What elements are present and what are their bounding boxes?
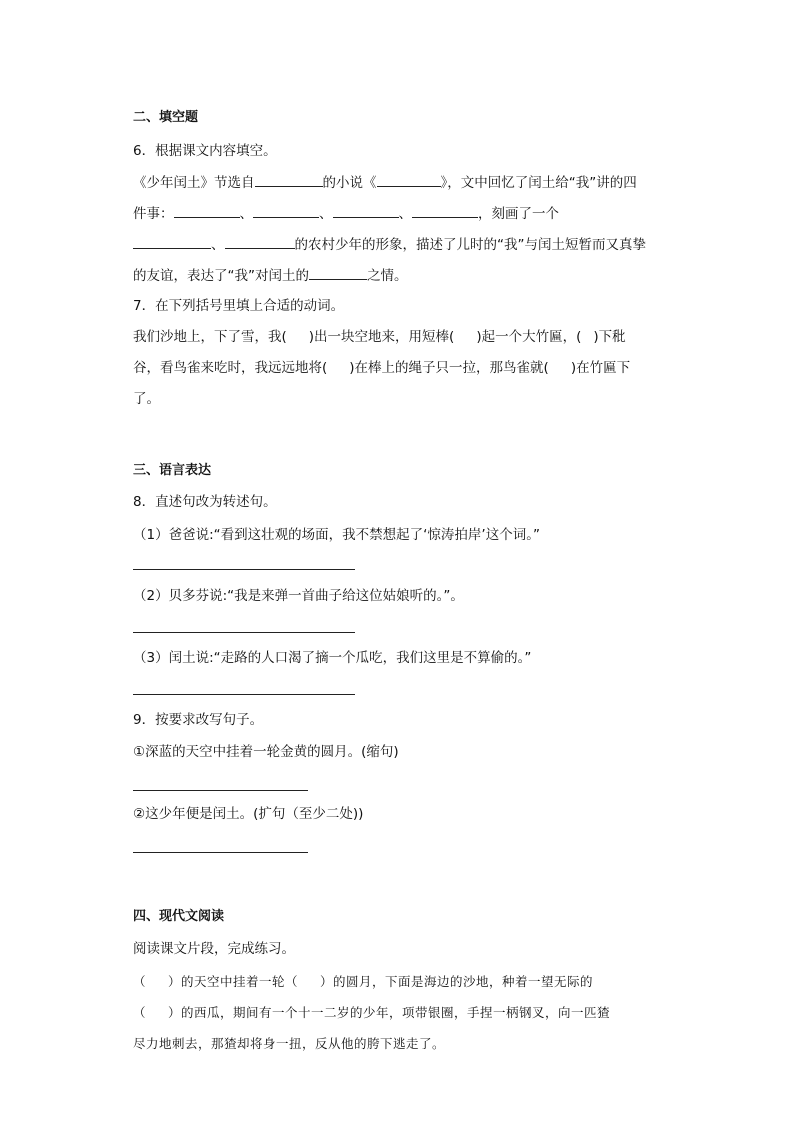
question-6-line-1: [133, 172, 637, 193]
q6-blank-feeling[interactable]: [309, 265, 367, 280]
q6-text-4b: 之情。: [367, 268, 408, 284]
question-6-line-3: [133, 234, 646, 255]
question-6-stem: 6．根据课文内容填空。: [133, 143, 277, 159]
passage-text: ）的天空中挂着一轮（: [168, 974, 299, 989]
q6-blank-novel[interactable]: [377, 172, 441, 187]
question-7-line-2: [133, 358, 630, 378]
q7-text-2a: 谷，看鸟雀来吃时，我远远地将(: [133, 360, 328, 376]
q6-text-1b: 的小说《: [322, 175, 377, 191]
passage-text: （: [133, 1005, 147, 1020]
q6-blank-event-2[interactable]: [253, 203, 319, 218]
passage-text: ）的圆月，下面是海边的沙地，种着一望无际的: [320, 974, 594, 989]
passage-line-3: 尽力地刺去，那猹却将身一扭，反从他的胯下逃走了。: [133, 1036, 446, 1051]
separator: 、: [211, 237, 225, 253]
section-heading-fill-blank: 二、填空题: [133, 110, 199, 125]
q7-text-1c: )起一个大竹匾，(: [476, 329, 582, 345]
q6-blank-trait-2[interactable]: [225, 234, 295, 249]
answer-line-8-3[interactable]: [133, 694, 355, 695]
answer-line-8-2[interactable]: [133, 632, 355, 633]
answer-line-8-1[interactable]: [133, 569, 355, 570]
section-heading-modern-reading: 四、现代文阅读: [133, 909, 225, 924]
q6-text-1c: 》，文中回忆了闰土给“我”讲的四: [440, 175, 637, 191]
separator: 、: [239, 206, 253, 222]
question-8-sentence-1: （1）爸爸说:“看到这壮观的场面，我不禁想起了‘惊涛拍岸’这个词。”: [133, 527, 540, 543]
passage-line-1: [133, 972, 593, 992]
question-8-sentence-2: （2）贝多芬说:“我是来弹一首曲子给这位姑娘听的。”。: [133, 588, 464, 604]
answer-line-9-1[interactable]: [133, 790, 308, 791]
q6-text-2a: 件事：: [133, 206, 174, 222]
q6-blank-event-4[interactable]: [412, 203, 478, 218]
q6-blank-trait-1[interactable]: [133, 234, 211, 249]
question-8-stem: 8．直述句改为转述句。: [133, 494, 277, 510]
passage-text: ）的西瓜，期间有一个十一二岁的少年，项带银圈，手捏一柄钢叉，向一匹猹: [168, 1005, 611, 1020]
question-9-sentence-2: ②这少年便是闰土。(扩句（至少二处)): [133, 806, 364, 822]
q7-text-1b: )出一块空地来，用短棒(: [308, 329, 455, 345]
q6-blank-event-3[interactable]: [333, 203, 399, 218]
q7-text-2c: )在竹匾下: [570, 360, 631, 376]
q6-text-2end: ，刻画了一个: [478, 206, 559, 222]
reading-instruction: 阅读课文片段，完成练习。: [133, 941, 295, 957]
separator: 、: [398, 206, 412, 222]
question-6-line-2: [133, 203, 559, 224]
question-9-sentence-1: ①深蓝的天空中挂着一轮金黄的圆月。(缩句): [133, 744, 399, 760]
q6-text-4a: 的友谊，表达了“我”对闰土的: [133, 268, 309, 284]
passage-line-2: [133, 1003, 610, 1023]
q6-text-3end: 的农村少年的形象，描述了儿时的“我”与闰土短暂而又真挚: [294, 237, 646, 253]
answer-line-9-2[interactable]: [133, 852, 308, 853]
q6-blank-event-1[interactable]: [174, 203, 240, 218]
q7-text-2b: )在棒上的绳子只一拉，那鸟雀就(: [349, 360, 549, 376]
q6-text-1a: 《少年闰土》节选自: [133, 175, 255, 191]
question-6-line-4: [133, 265, 408, 286]
question-7-line-1: [133, 327, 626, 347]
passage-text: （: [133, 974, 147, 989]
question-9-stem: 9．按要求改写句子。: [133, 712, 264, 728]
q7-text-1a: 我们沙地上，下了雪，我(: [133, 329, 287, 345]
q7-text-1d: )下秕: [593, 329, 626, 345]
q6-blank-author[interactable]: [255, 172, 323, 187]
question-8-sentence-3: （3）闰土说:“走路的人口渴了摘一个瓜吃，我们这里是不算偷的。”: [133, 650, 532, 666]
question-7-line-3: 了。: [133, 391, 160, 407]
question-7-stem: 7．在下列括号里填上合适的动词。: [133, 298, 345, 314]
separator: 、: [319, 206, 333, 222]
section-heading-language-expression: 三、语言表达: [133, 463, 212, 478]
